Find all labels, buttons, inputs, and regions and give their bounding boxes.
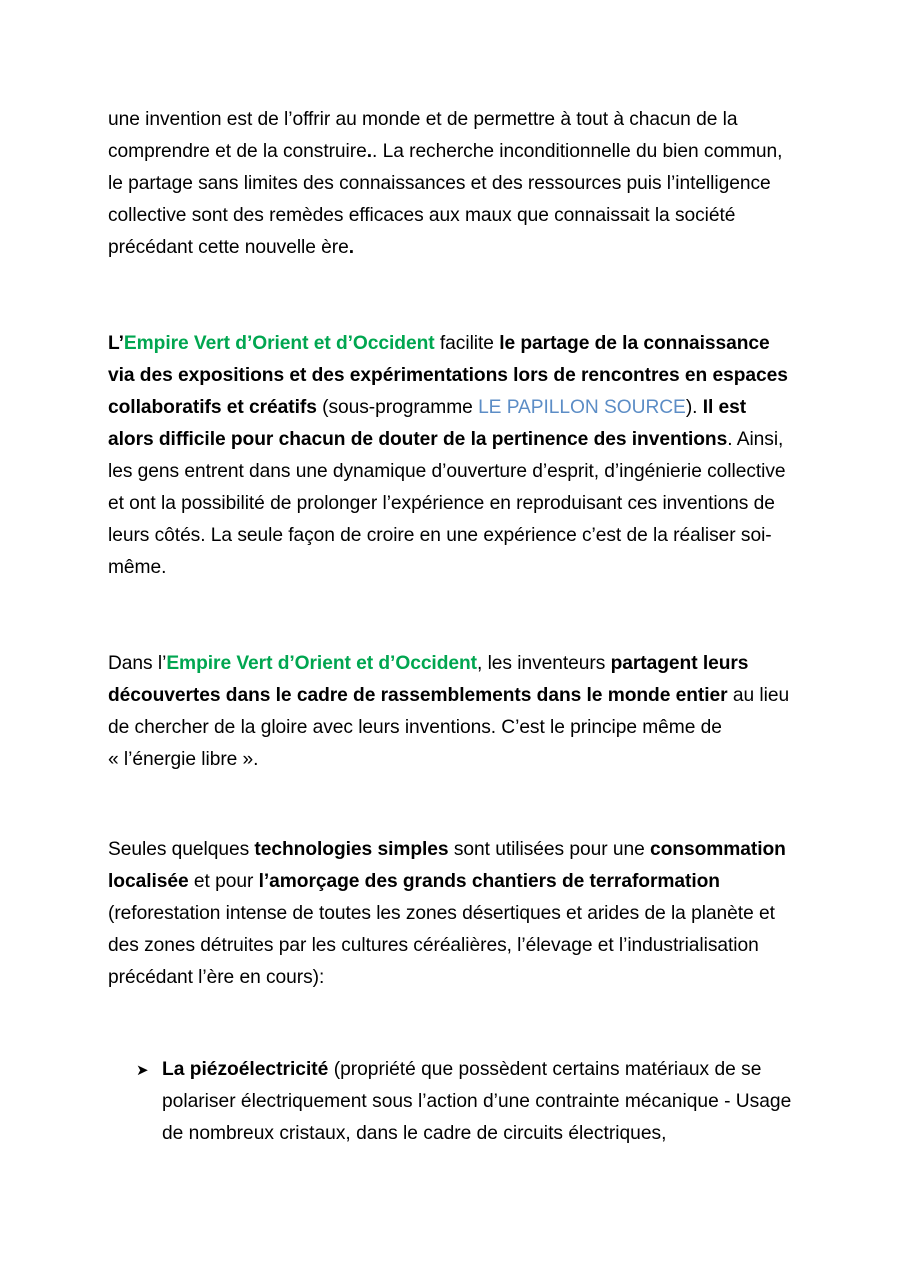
p4-run-technologies-bold: technologies simples — [254, 839, 449, 860]
p2-brand-papillon-source: LE PAPILLON SOURCE — [478, 397, 686, 418]
p2-run-lead: L’ — [108, 333, 124, 354]
p3-brand-empire-vert: Empire Vert d’Orient et d’Occident — [166, 653, 478, 674]
p4-run-tail: (reforestation intense de toutes les zones désertiques et arides de la planète et des zones détruites par les cultures céréalières, l’élevage et l’industrialisation précédant l’ère en cours): — [108, 903, 775, 988]
p2-run-close-paren: ). — [685, 397, 703, 418]
paragraph-spacer-3 — [108, 776, 796, 834]
technologies-list — [108, 1054, 796, 1150]
arrowhead-bullet-icon: ➤ — [136, 1061, 149, 1079]
document-body — [108, 104, 796, 1150]
p1-run-bold-period: . — [366, 141, 373, 162]
p2-run-tail: . Ainsi, les gens entrent dans une dynamique d’ouverture d’esprit, d’ingénierie collective et ont la possibilité de prolonger l’expérience en reproduisant ces inventions de leurs côtés. La seule façon de croire en une expérience c’est de la réaliser soi-même. — [108, 429, 786, 578]
p4-run-utilisees: sont utilisées pour une — [448, 839, 650, 860]
paragraph-intro — [108, 104, 796, 264]
list-item — [108, 1054, 796, 1150]
p4-run-lead: Seules quelques — [108, 839, 255, 860]
list-item-term: La piézoélectricité — [162, 1059, 329, 1080]
p1-run-bold-end: . — [348, 237, 355, 258]
paragraph-inventeurs-partagent — [108, 648, 796, 776]
p3-run-inventeurs: , les inventeurs — [477, 653, 611, 674]
paragraph-spacer-2 — [108, 584, 796, 648]
p2-run-partage-bold: le partage de la connaissance via des expositions et des expérimentations lors de rencontres en espaces collaboratifs et créatifs — [108, 333, 788, 418]
p2-run-difficile-bold: Il est alors difficile pour chacun de douter de la pertinence des inventions — [108, 397, 747, 450]
p1-run-body: . La recherche inconditionnelle du bien commun, le partage sans limites des connaissances et des ressources puis l’intelligence collective sont des remèdes efficaces aux maux que connaissait la société précédant cette nouvelle ère — [108, 141, 783, 258]
p1-run-opening: une invention est de l’offrir au monde et de permettre à tout à chacun de la comprendre et de la construire — [108, 109, 738, 162]
p3-run-tail: au lieu de chercher de la gloire avec leurs inventions. C’est le principe même de « l’énergie libre ». — [108, 685, 790, 770]
p4-run-consommation-bold: consommation localisée — [108, 839, 786, 892]
p3-run-decouvertes-bold: partagent leurs découvertes dans le cadre de rassemblements dans le monde entier — [108, 653, 749, 706]
p4-run-etpour: et pour — [188, 871, 259, 892]
list-item-description: (propriété que possèdent certains matériaux de se polariser électriquement sous l’action d’une contrainte mécanique - Usage de nombreux cristaux, dans le cadre de circuits électriques, — [162, 1059, 792, 1144]
p2-run-sous-programme: (sous-programme — [316, 397, 479, 418]
paragraph-spacer-1 — [108, 264, 796, 328]
paragraph-empire-vert-partage — [108, 328, 796, 584]
list-spacer — [108, 994, 796, 1054]
p2-brand-empire-vert: Empire Vert d’Orient et d’Occident — [123, 333, 435, 354]
p3-run-lead: Dans l’ — [108, 653, 167, 674]
paragraph-technologies-simples — [108, 834, 796, 994]
p2-run-facilite: facilite — [434, 333, 500, 354]
p4-run-terraformation-bold: l’amorçage des grands chantiers de terraformation — [258, 871, 720, 892]
